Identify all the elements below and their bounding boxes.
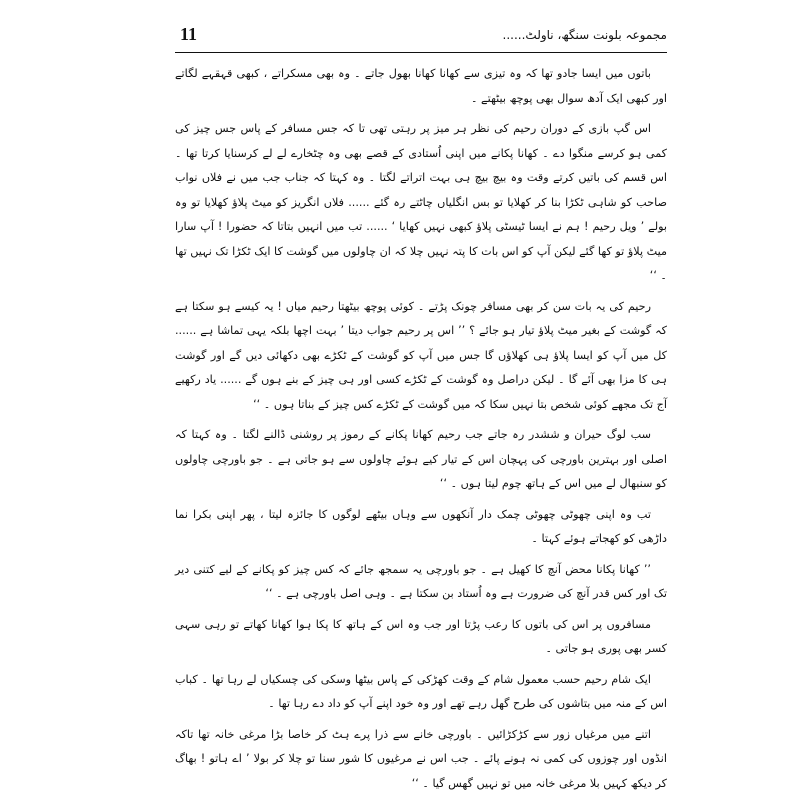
book-page [120, 18, 675, 788]
paragraph: ایک شام رحیم حسب معمول شام کے وقت کھڑکی کے پاس بیٹھا وسکی کی چسکیاں لے رہا تھا ۔ کباب اس کے منہ میں بتاشوں کی طرح گھل رہے تھے اور وہ خود اپنے آپ کو داد دے رہا تھا ۔ [175, 672, 667, 710]
paragraph: اس گپ بازی کے دوران رحیم کی نظر ہر میز پر رہتی تھی تا کہ جس مسافر کے پاس جس چیز کی کمی ہو کرسے منگوا دے ۔ کھانا پکانے میں اپنی اُستادی کے قصے بھی وہ چٹخارے لے لے کرسنایا کرتا تھا ۔ اس قسم کی باتیں کرتے وقت وہ بیچ بیچ ہی بہت اتراتے لگتا ۔ وہ کہتا کہ جناب جب میں نے فلاں نواب صاحب کو شاہی ٹکڑا بنا کر کھلایا تو بس انگلیاں چاٹتے رہ گئے ...... فلاں انگریز کو میٹ پلاؤ کھلایا تو وہ بولے ’ ویل رحیم ! ہم نے ایسا ٹیسٹی پلاؤ کبھی نہیں کھایا ‘ ...... تب میں انہیں بتاتا کہ حضورا ! آپ سارا میٹ پلاؤ تو کھا گئے لیکن آپ کو اس بات کا پتہ نہیں چلا کہ ان چاولوں میں گوشت کا ایک ٹکڑا تک نہیں تھا ۔ ‘‘ [175, 122, 667, 282]
paragraph: مسافروں پر اس کی باتوں کا رعب پڑتا اور جب وہ اس کے ہاتھ کا پکا ہوا کھانا کھاتے تو رہی سہی کسر بھی پوری ہو جاتی ۔ [175, 617, 667, 655]
running-head: مجموعہ بلونت سنگھ، ناولٹ...... [502, 28, 667, 42]
page-number: 11 [180, 24, 198, 44]
paragraph: تب وہ اپنی چھوٹی چھوٹی چمک دار آنکھوں سے وہاں بیٹھے لوگوں کا جائزہ لیتا ، پھر اپنی بکرا نما داڑھی کو کھجاتے ہوئے کہتا ۔ [175, 507, 667, 545]
paragraph: باتوں میں ایسا جادو تھا کہ وہ تیزی سے کھانا کھانا بھول جاتے ۔ وہ بھی مسکراتے ، کبھی قہقہے لگاتے اور کبھی ایک آدھ سوال بھی پوچھ بیٹھتے ۔ [175, 67, 667, 105]
page-header [120, 18, 675, 58]
paragraph: رحیم کی یہ بات سن کر بھی مسافر چونک پڑتے ۔ کوئی پوچھ بیٹھتا رحیم میاں ! یہ کیسے ہو سکتا ہے کہ گوشت کے بغیر میٹ پلاؤ تیار ہو جائے ؟ ’’ اس پر رحیم جواب دیتا ’ بہت اچھا بلکہ یہی تماشا ہے ...... کل میں آپ کو ایسا پلاؤ ہی کھلاؤں گا جس میں آپ کو گوشت کے ٹکڑے بھی دکھائی دیں گے اور گوشت ہی کا مزا بھی آئے گا ۔ لیکن دراصل وہ گوشت کے ٹکڑے کسی اور ہی چیز کے بنے ہوں گے ...... یاد رکھیے آج تک مجھے کوئی شخص بتا نہیں سکا کہ میں گوشت کے ٹکڑے کس چیز کے بناتا ہوں ۔ ‘‘ [175, 299, 667, 411]
body-text [175, 62, 667, 802]
paragraph: اتنے میں مرغیاں زور سے کڑکڑائیں ۔ باورچی خانے سے ذرا پرے ہٹ کر خاصا بڑا مرغی خانہ تھا تاکہ انڈوں اور چوزوں کی کمی نہ ہونے پائے ۔ جب اس نے مرغیوں کا شور سنا تو چلا کر بولا ’ اے ہاتو ! بھاگ کر دیکھ کہیں بلا مرغی خانہ میں تو نہیں گھس گیا ۔ ‘‘ [175, 727, 667, 790]
header-rule [175, 52, 667, 53]
paragraph: سب لوگ حیران و ششدر رہ جاتے جب رحیم کھانا پکانے کے رموز پر روشنی ڈالنے لگتا ۔ وہ کہتا کہ اصلی اور بہترین باورچی کی پہچان اس کے تیار کیے ہوئے چاولوں سے ہو جاتی ہے ۔ جو باورچی چاولوں کو سنبھال لے میں اس کے ہاتھ چوم لیتا ہوں ۔ ‘‘ [175, 428, 667, 490]
paragraph: ’’ کھانا پکانا محض آنچ کا کھیل ہے ۔ جو باورچی یہ سمجھ جائے کہ کس چیز کو پکانے کے لیے کتنی دیر تک اور کس قدر آنچ کی ضرورت ہے وہ اُستاد بن سکتا ہے ۔ وہی اصل باورچی ہے ۔ ‘‘ [175, 562, 667, 600]
